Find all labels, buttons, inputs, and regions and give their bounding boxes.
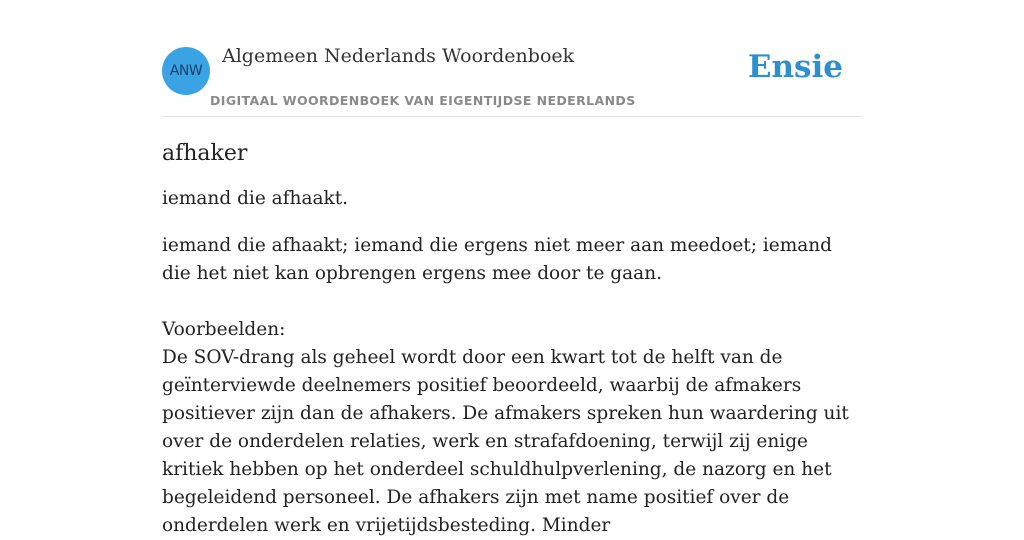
anw-logo[interactable]: ANW [162,47,210,95]
entry-content [162,136,862,540]
site-subtitle: DIGITAAL WOORDENBOEK VAN EIGENTIJDSE NEDERLANDS [210,93,636,108]
entry-headword: afhaker [162,141,248,166]
site-title[interactable]: Algemeen Nederlands Woordenboek [222,45,575,67]
ensie-brand-link[interactable]: Ensie [747,49,843,85]
site-header [162,0,862,117]
long-definition: iemand die afhaakt; iemand die ergens niet meer aan meedoet; iemand die het niet kan opbrengen ergens mee door te gaan. [162,235,833,284]
examples-label: Voorbeelden: [162,319,286,340]
example-text: De SOV-drang als geheel wordt door een kwart tot de helft van de geïnterviewde deelnemers positief beoordeeld, waarbij de afmakers positiever zijn dan de afhakers. De afmakers spreken hun waardering uit over de onderdelen relaties, werk en strafafdoening, terwijl zij enige kritiek hebben op het onderdeel schuldhulpverlening, de nazorg en het begeleidend personeel. De afhakers zijn met name positief over de onderdelen werk en vrijetijdsbesteding. Minder [162,347,849,536]
short-definition: iemand die afhaakt. [162,188,349,209]
